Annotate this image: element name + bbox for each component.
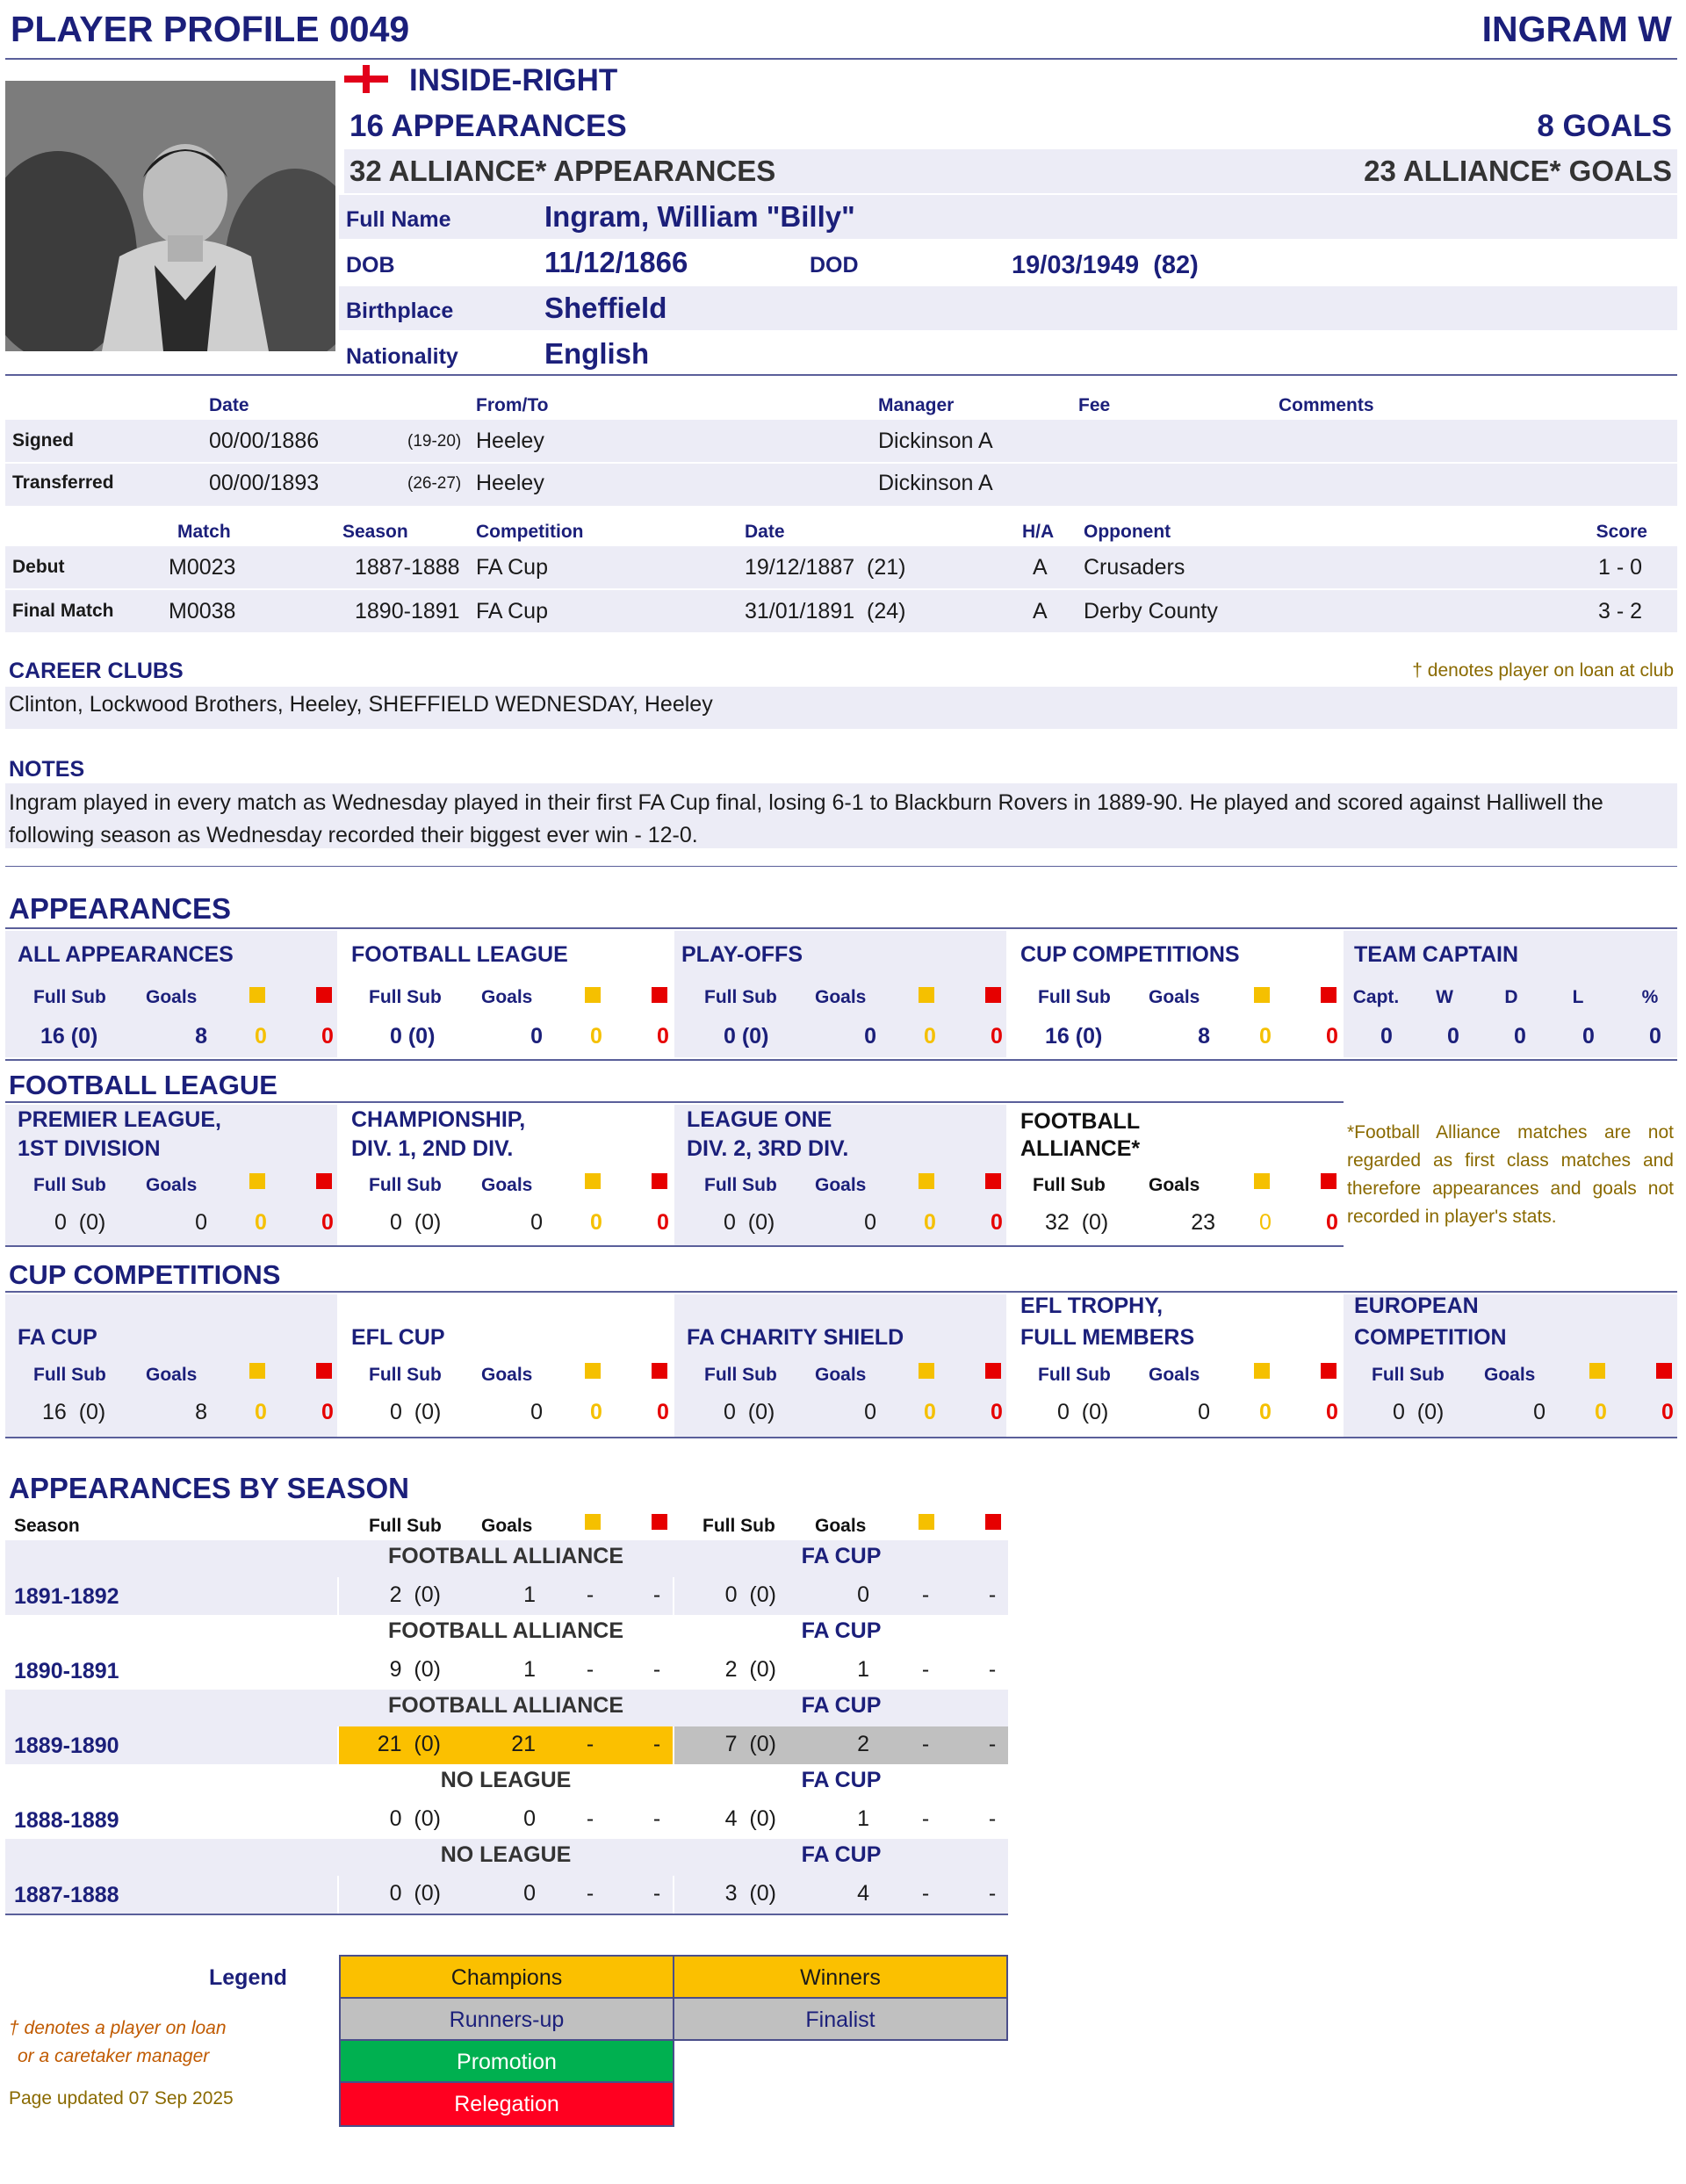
cup-name: FA CUP	[801, 1618, 882, 1643]
efl-cup-box: EFL CUP Full Sub Goals 0 (0) 0 0 0	[351, 1325, 669, 1424]
cup-yellow: -	[921, 1881, 930, 1906]
dod-label: DOD	[810, 253, 859, 278]
cup-name: FA CUP	[801, 1842, 882, 1867]
full-name-label: Full Name	[346, 207, 451, 232]
final-competition: FA Cup	[476, 599, 548, 623]
cup-yellow: -	[921, 1582, 930, 1607]
appearances-title: APPEARANCES	[9, 892, 232, 925]
fa-cup-box: FA CUP Full Sub Goals 16 (0) 8 0 0	[18, 1325, 334, 1424]
debut-season: 1887-1888	[355, 555, 460, 580]
debut-opponent: Crusaders	[1084, 555, 1185, 580]
alliance-goals: 23 ALLIANCE* GOALS	[1364, 155, 1672, 187]
cup-yellow: -	[921, 1732, 930, 1756]
cup-competitions-box: CUP COMPETITIONS Full Sub Goals 16 (0) 8 0 0	[1020, 942, 1338, 1049]
notes-title: NOTES	[9, 757, 85, 782]
player-photo	[5, 81, 335, 351]
league-name: NO LEAGUE	[440, 1842, 572, 1867]
nationality: English	[544, 337, 650, 370]
debut-competition: FA Cup	[476, 555, 548, 580]
cup-goals: 2	[857, 1732, 869, 1756]
cup-name: FA CUP	[801, 1693, 882, 1718]
cup-full-sub: 7 (0)	[724, 1732, 776, 1756]
red-card-icon	[316, 987, 332, 1003]
signed-manager: Dickinson A	[878, 429, 993, 453]
legend-loan-note-2: or a caretaker manager	[18, 2046, 210, 2066]
match-header: Match	[177, 522, 231, 542]
cup-full-sub: 0 (0)	[724, 1582, 776, 1607]
player-short-name: INGRAM W	[1481, 9, 1672, 49]
all-appearances-box: ALL APPEARANCES Full Sub Goals 16 (0) 8 0 0	[18, 942, 334, 1049]
cup-name: FA CUP	[801, 1544, 882, 1568]
signed-label: Signed	[12, 430, 75, 450]
legend-runners-up: Runners-up	[339, 1997, 674, 2041]
league-goals: 1	[523, 1582, 536, 1607]
legend-promotion: Promotion	[339, 2039, 674, 2083]
nationality-label: Nationality	[346, 344, 458, 369]
score-header: Score	[1596, 522, 1647, 542]
cup-red: -	[988, 1806, 997, 1831]
legend-relegation: Relegation	[339, 2081, 674, 2127]
season-row	[5, 1764, 1008, 1839]
competition-header: Competition	[476, 522, 584, 542]
cup-full-sub: 3 (0)	[724, 1881, 776, 1906]
league-goals: 0	[523, 1806, 536, 1831]
appearances-total: 16 APPEARANCES	[349, 109, 627, 143]
final-opponent: Derby County	[1084, 599, 1218, 623]
season-label: 1891-1892	[14, 1584, 119, 1609]
efl-trophy-box: EFL TROPHY, FULL MEMBERS Full Sub Goals 0 (0) 0 0 0	[1020, 1294, 1338, 1424]
charity-shield-box: FA CHARITY SHIELD Full Sub Goals 0 (0) 0 0 0	[687, 1325, 1003, 1424]
league-full-sub: 2 (0)	[389, 1582, 441, 1607]
cup-goals: 1	[857, 1657, 869, 1682]
league-full-sub: 0 (0)	[389, 1806, 441, 1831]
league-name: FOOTBALL ALLIANCE	[387, 1618, 624, 1643]
transfer-comments-header: Comments	[1279, 395, 1374, 415]
date-header: Date	[745, 522, 785, 542]
season-label: 1889-1890	[14, 1734, 119, 1758]
transfer-fromto-header: From/To	[476, 395, 549, 415]
league-goals: 21	[511, 1732, 536, 1756]
league-yellow: -	[586, 1657, 594, 1682]
final-ha: A	[1033, 599, 1048, 623]
legend-loan-note-1: † denotes a player on loan	[9, 2018, 227, 2038]
european-competition-box: EUROPEAN COMPETITION Full Sub Goals 0 (0) 0 0 0	[1354, 1294, 1674, 1424]
red-card-icon	[652, 1514, 667, 1530]
season-row	[5, 1839, 1008, 1914]
league-red: -	[652, 1881, 661, 1906]
league-red: -	[652, 1806, 661, 1831]
league-goals: 1	[523, 1657, 536, 1682]
league-yellow: -	[586, 1881, 594, 1906]
team-captain-box: TEAM CAPTAIN Capt. W D L % 0 0 0 0 0	[1352, 942, 1661, 1049]
career-clubs-title: CAREER CLUBS	[9, 659, 184, 683]
final-season: 1890-1891	[355, 599, 460, 623]
cup-red: -	[988, 1657, 997, 1682]
cup-red: -	[988, 1732, 997, 1756]
premier-league-box: PREMIER LEAGUE, 1ST DIVISION Full Sub Goals 0 (0) 0 0 0	[18, 1107, 334, 1235]
season-label: 1887-1888	[14, 1883, 119, 1907]
notes-text: Ingram played in every match as Wednesday played in their first FA Cup final, losing 6-1 to Blackburn Rovers in 1889-90. He played and scored against Halliwell the following season as Wednesday recorded their biggest ever win - 12-0.	[9, 790, 1603, 847]
season-row	[5, 1615, 1008, 1690]
transfer-fee-header: Fee	[1078, 395, 1111, 415]
dob-label: DOB	[346, 253, 395, 278]
cup-red: -	[988, 1582, 997, 1607]
cup-name: FA CUP	[801, 1768, 882, 1792]
football-league-box: FOOTBALL LEAGUE Full Sub Goals 0 (0) 0 0 0	[351, 942, 669, 1049]
season-label: 1890-1891	[14, 1659, 119, 1683]
full-name: Ingram, William "Billy"	[544, 200, 855, 233]
transferred-age: (26-27)	[407, 474, 462, 493]
legend-winners: Winners	[673, 1955, 1008, 1999]
football-league-title: FOOTBALL LEAGUE	[9, 1070, 277, 1100]
league-name: FOOTBALL ALLIANCE	[387, 1693, 624, 1718]
legend-champions: Champions	[339, 1955, 674, 1999]
final-date: 31/01/1891 (24)	[745, 599, 906, 623]
debut-date: 19/12/1887 (21)	[745, 555, 906, 580]
legend-finalist: Finalist	[673, 1997, 1008, 2041]
league-name: NO LEAGUE	[440, 1768, 572, 1792]
season-row	[5, 1690, 1008, 1764]
final-match-label: Final Match	[12, 601, 114, 621]
cup-red: -	[988, 1881, 997, 1906]
england-flag-icon	[344, 65, 388, 93]
debut-score: 1 - 0	[1597, 555, 1642, 580]
yellow-card-icon	[585, 1514, 601, 1530]
signed-date: 00/00/1886	[209, 429, 320, 453]
alliance-note: *Football Alliance matches are not regarded as first class matches and therefore appearances and goals not recorded in player's stats.	[1347, 1122, 1674, 1227]
league-red: -	[652, 1657, 661, 1682]
dod: 19/03/1949 (82)	[1012, 251, 1199, 279]
league-one-box: LEAGUE ONE DIV. 2, 3RD DIV. Full Sub Goals 0 (0) 0 0 0	[687, 1107, 1003, 1235]
season-label: 1888-1889	[14, 1808, 119, 1833]
cup-full-sub: 2 (0)	[724, 1657, 776, 1682]
season-header: Season	[342, 522, 408, 542]
season-col-header: Season	[14, 1516, 80, 1536]
transferred-label: Transferred	[12, 472, 114, 493]
transferred-manager: Dickinson A	[878, 471, 993, 495]
cup-full-sub: 4 (0)	[724, 1806, 776, 1831]
yellow-card-icon	[249, 987, 265, 1003]
page-updated: Page updated 07 Sep 2025	[9, 2088, 234, 2108]
season-row	[5, 1540, 1008, 1615]
final-score: 3 - 2	[1597, 599, 1642, 623]
transfer-manager-header: Manager	[878, 395, 955, 415]
transfer-date-header: Date	[209, 395, 249, 415]
debut-ha: A	[1033, 555, 1048, 580]
alliance-appearances: 32 ALLIANCE* APPEARANCES	[349, 155, 776, 187]
cup-yellow: -	[921, 1657, 930, 1682]
signed-age: (19-20)	[407, 432, 462, 450]
transferred-club: Heeley	[476, 471, 544, 495]
league-goals: 0	[523, 1881, 536, 1906]
loan-note: † denotes player on loan at club	[1412, 660, 1674, 681]
cup-competitions-title: CUP COMPETITIONS	[9, 1259, 281, 1290]
ha-header: H/A	[1022, 522, 1055, 542]
position: INSIDE-RIGHT	[409, 63, 618, 97]
by-season-title: APPEARANCES BY SEASON	[9, 1472, 409, 1504]
league-yellow: -	[586, 1806, 594, 1831]
league-full-sub: 9 (0)	[389, 1657, 441, 1682]
championship-box: CHAMPIONSHIP, DIV. 1, 2ND DIV. Full Sub Goals 0 (0) 0 0 0	[351, 1107, 669, 1235]
final-match-id[interactable]: M0038	[169, 599, 236, 623]
league-red: -	[652, 1582, 661, 1607]
cup-yellow: -	[921, 1806, 930, 1831]
cup-goals: 0	[857, 1582, 869, 1607]
goals-total: 8 GOALS	[1537, 109, 1672, 143]
league-yellow: -	[586, 1732, 594, 1756]
cup-goals: 1	[857, 1806, 869, 1831]
football-alliance-box: FOOTBALL ALLIANCE* Full Sub Goals 32 (0) 23 0 0	[1020, 1109, 1338, 1235]
league-name: FOOTBALL ALLIANCE	[387, 1544, 624, 1568]
signed-club: Heeley	[476, 429, 544, 453]
page-title: PLAYER PROFILE 0049	[11, 9, 410, 49]
birthplace: Sheffield	[544, 292, 667, 324]
league-full-sub: 0 (0)	[389, 1881, 441, 1906]
birthplace-label: Birthplace	[346, 299, 454, 323]
debut-match[interactable]: M0023	[169, 555, 236, 580]
league-red: -	[652, 1732, 661, 1756]
cup-goals: 4	[857, 1881, 869, 1906]
play-offs-box: PLAY-OFFS Full Sub Goals 0 (0) 0 0 0	[681, 942, 1003, 1049]
league-full-sub: 21 (0)	[377, 1732, 441, 1756]
league-yellow: -	[586, 1582, 594, 1607]
opponent-header: Opponent	[1084, 522, 1171, 542]
legend-title: Legend	[209, 1965, 287, 1990]
debut-label: Debut	[12, 557, 65, 577]
transferred-date: 00/00/1893	[209, 471, 320, 495]
dob: 11/12/1866	[544, 246, 688, 278]
career-clubs: Clinton, Lockwood Brothers, Heeley, SHEFFIELD WEDNESDAY, Heeley	[9, 692, 713, 717]
